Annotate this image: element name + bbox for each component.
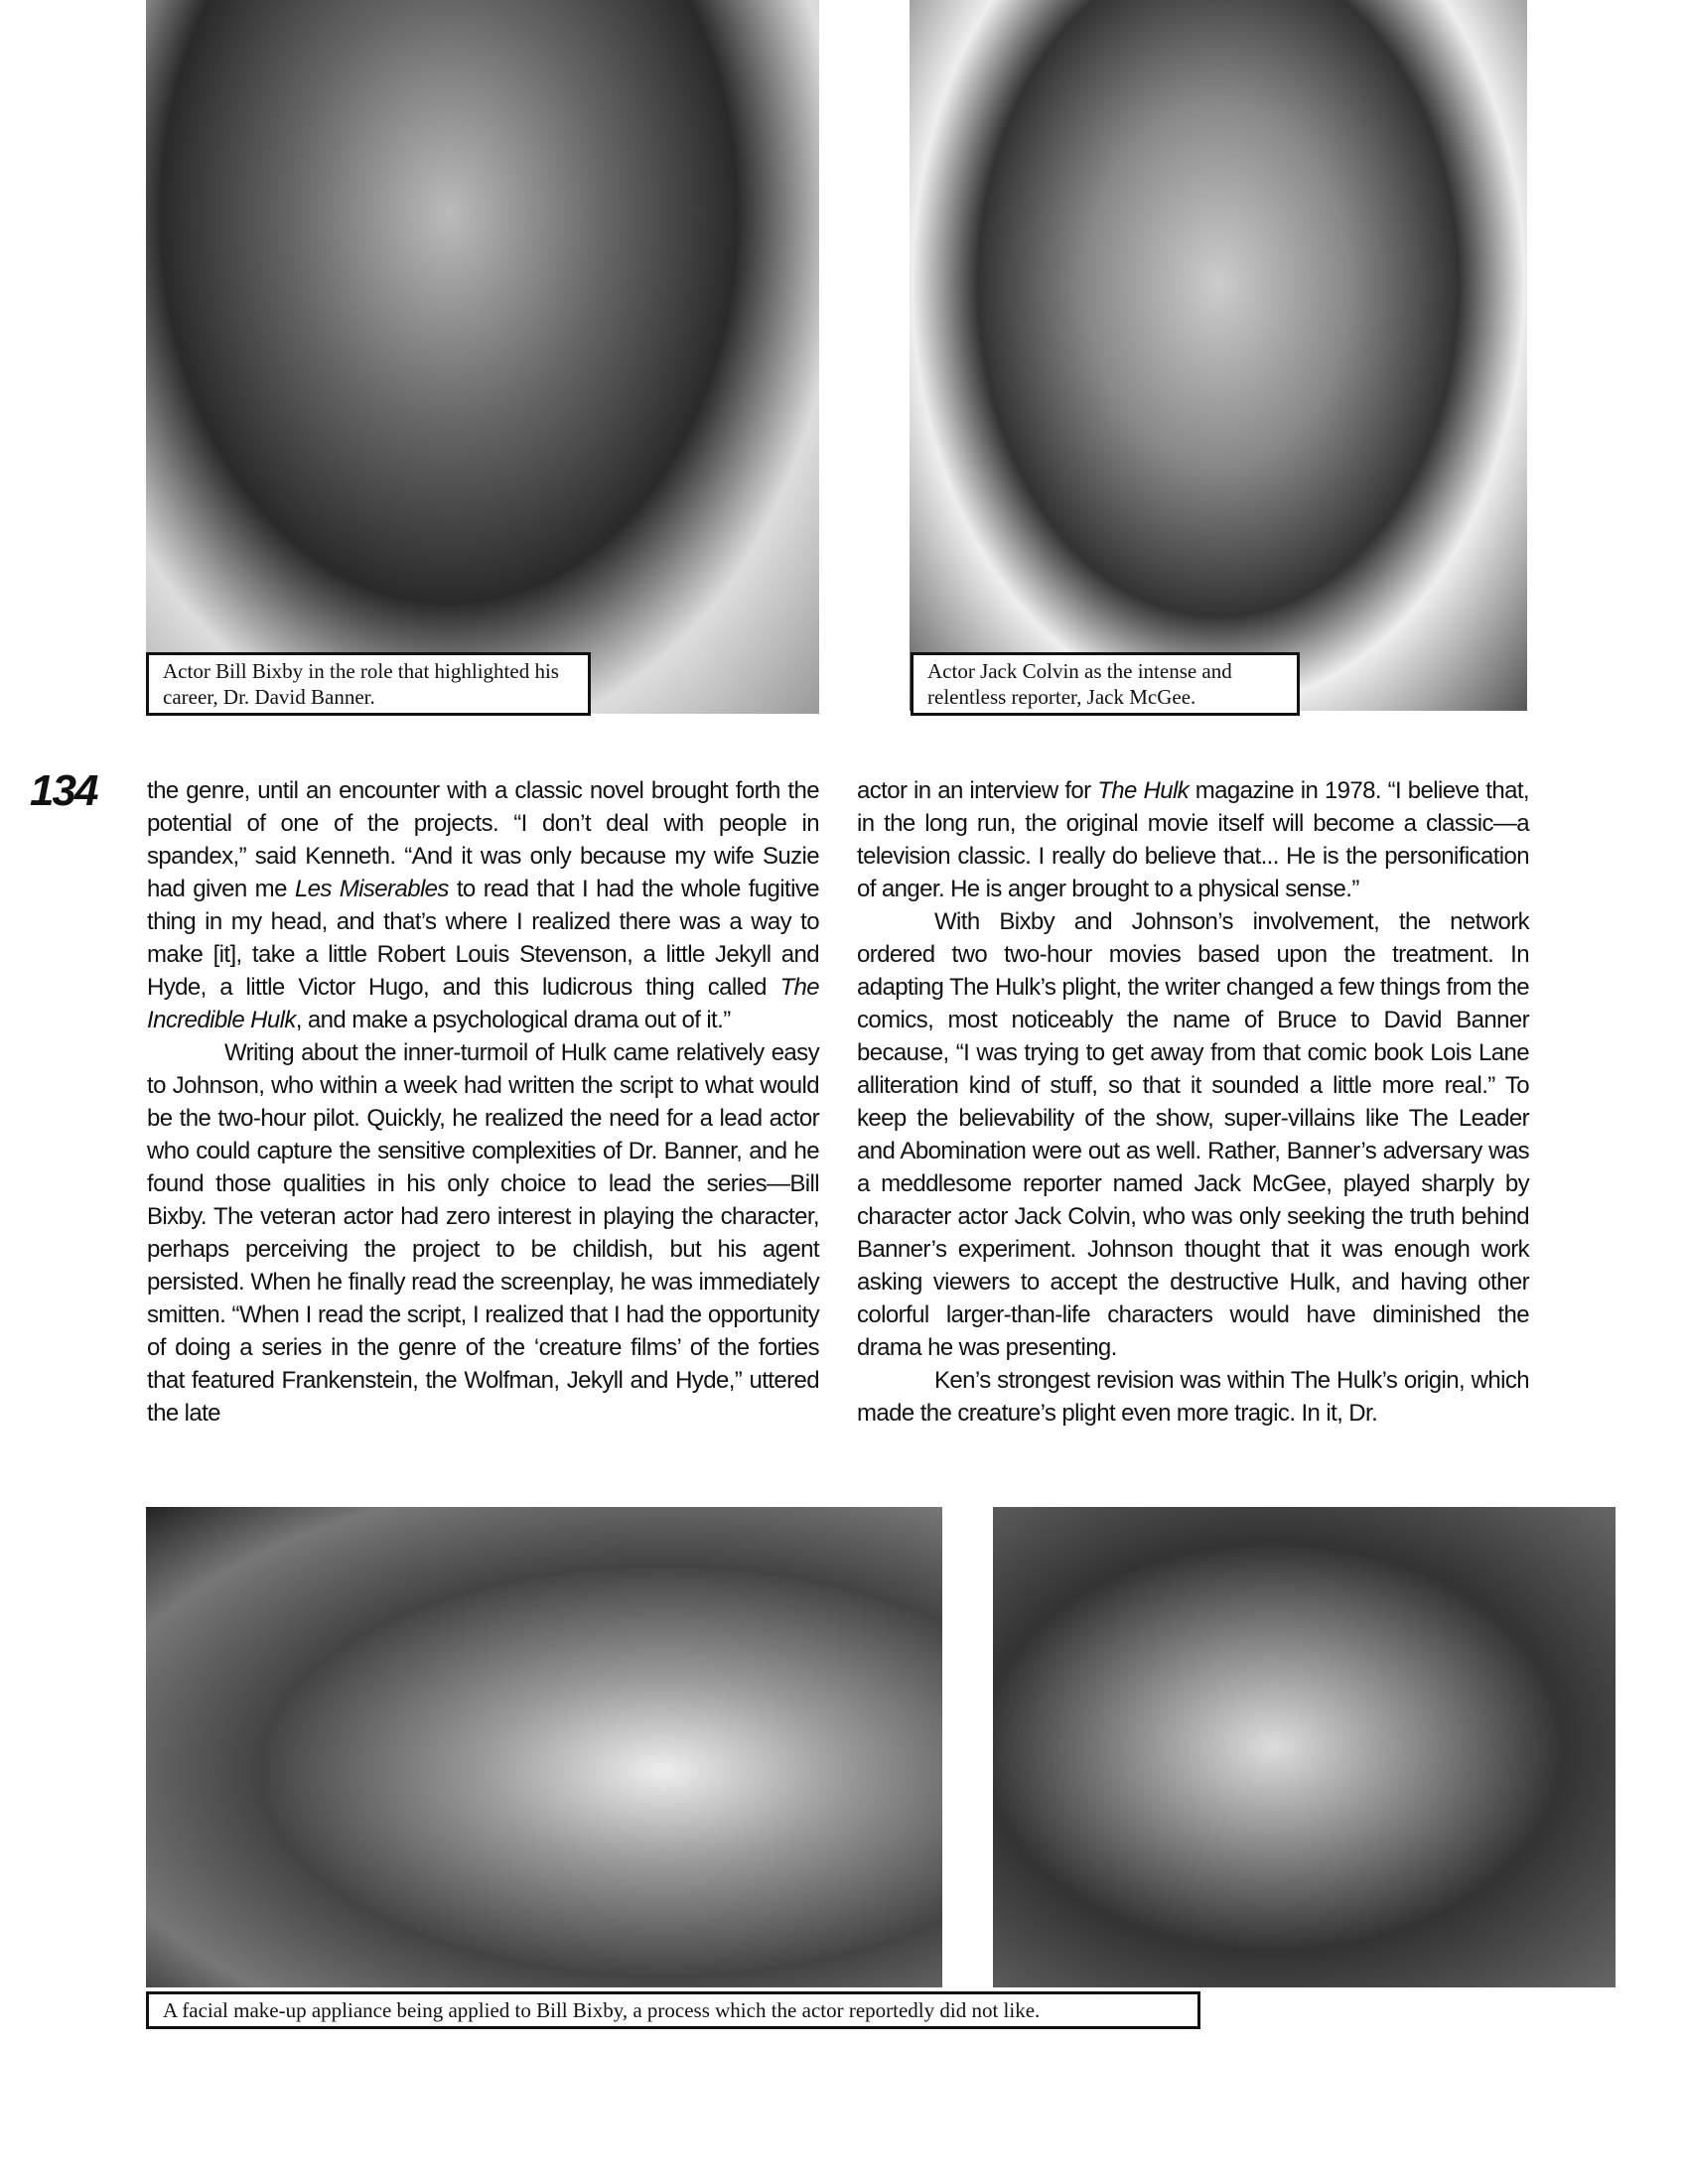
right-column [857, 774, 1529, 1430]
photo-jack-colvin [910, 0, 1527, 711]
paragraph: Writing about the inner-turmoil of Hulk came relatively easy to Johnson, who within a week had written the script to what would be the two-hour pilot. Quickly, he realized the need for a lead actor who could capture the sensitive complexities of Dr. Banner, and he found those qualities in his only choice to lead the series—Bill Bixby. The veteran actor had zero interest in playing the character, perhaps perceiving the project to be childish, but his agent persisted. When he finally read the screenplay, he was immediately smitten. “When I read the script, I realized that I had the opportunity of doing a series in the genre of the ‘creature films’ of the forties that featured Frankenstein, the Wolfman, Jekyll and Hyde,” uttered the late [147, 1039, 819, 1427]
text: magazine in 1978. “I believe that, in the long run, the original movie itself will become a classic—a television classic. I really do believe that... He is the personification of anger. He is anger brought to a physical sense.” [857, 777, 1529, 902]
paragraph: Ken’s strongest revision was within The Hulk’s origin, which made the creature’s plight even more tragic. In it, Dr. [857, 1367, 1529, 1427]
paragraph [857, 774, 1529, 905]
photo-makeup-application [146, 1507, 942, 1987]
paragraph [147, 774, 819, 1036]
text: the genre, until an encounter with a classic novel brought forth the potential of one of the projects. “I don’t deal with people in spandex,” said Kenneth. “And it was only because my wife Suzie had given me [147, 777, 819, 902]
caption-jack-colvin: Actor Jack Colvin as the intense and relentless reporter, Jack McGee. [911, 652, 1300, 716]
book-title: Les Miserables [294, 876, 449, 902]
paragraph: With Bixby and Johnson’s involvement, the network ordered two two-hour movies based upon the treatment. In adapting The Hulk’s plight, the writer changed a few things from the comics, most noticeably the name of Bruce to David Banner because, “I was trying to get away from that comic book Lois Lane alliteration kind of stuff, so that it sounded a little more real.” To keep the believability of the show, super-villains like The Leader and Abomination were out as well. Rather, Banner’s adversary was a meddlesome reporter named Jack McGee, played sharply by character actor Jack Colvin, who was only seeking the truth behind Banner’s experiment. Johnson thought that it was enough work asking viewers to accept the destructive Hulk, and having other colorful larger-than-life characters would have diminished the drama he was presenting. [857, 908, 1529, 1361]
text: , and make a psychological drama out of it.” [295, 1007, 731, 1033]
left-column [147, 774, 819, 1430]
text: actor in an interview for [857, 777, 1098, 804]
magazine-title: The Hulk [1097, 777, 1190, 804]
page-number: 134 [30, 766, 97, 815]
photo-bill-bixby [146, 0, 819, 714]
text: to read that I had the whole fugitive thing in my head, and that’s where I realized there was a way to make [it], take a little Robert Louis Stevenson, a little Jekyll and Hyde, a little Victor Hugo, and this ludicrous thing called [147, 876, 819, 1001]
photo-makeup-bixby [993, 1507, 1616, 1987]
caption-makeup: A facial make-up appliance being applied to Bill Bixby, a process which the actor reportedly did not like. [146, 1991, 1200, 2029]
caption-bill-bixby: Actor Bill Bixby in the role that highlighted his career, Dr. David Banner. [146, 652, 591, 716]
comic-title: The Incredible Hulk [147, 974, 819, 1033]
